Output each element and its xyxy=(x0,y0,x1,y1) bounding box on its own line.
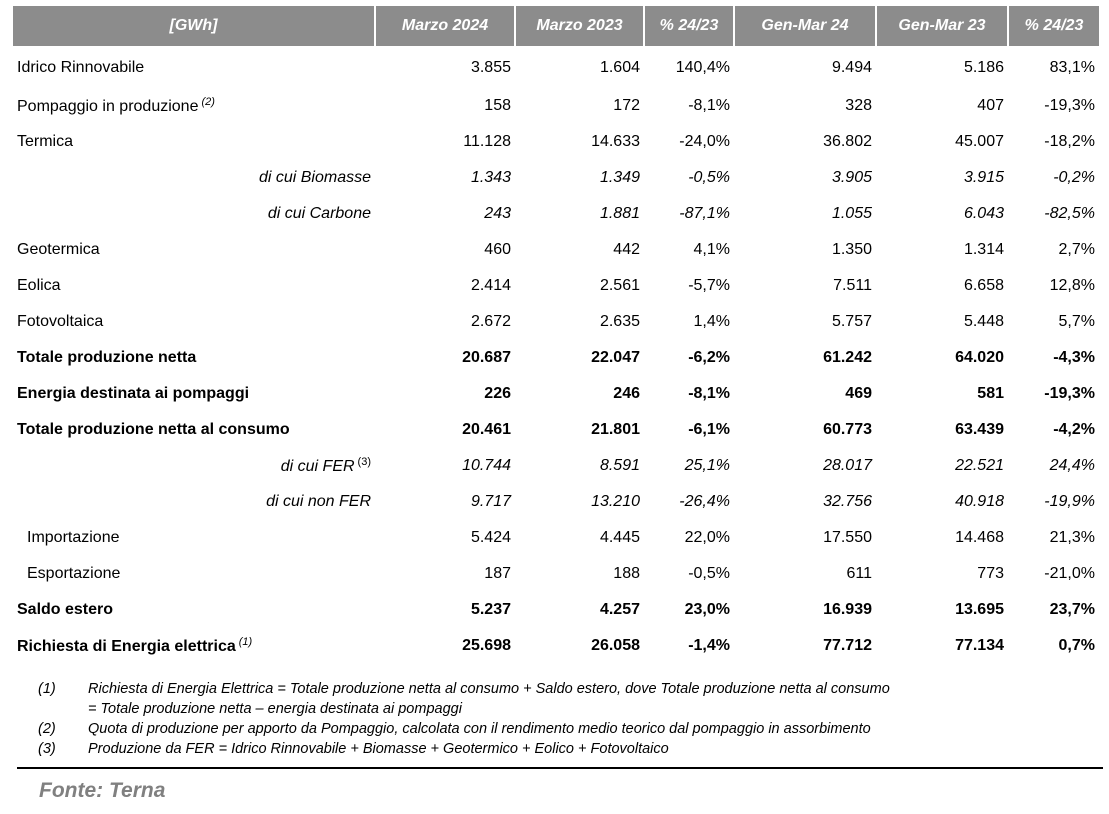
table-row xyxy=(13,448,1099,484)
footnote-line: Produzione da FER = Idrico Rinnovabile + Biomasse + Geotermico + Eolico + Fotovoltaico xyxy=(88,741,669,757)
value-cell: 442 xyxy=(613,241,640,258)
value-cell: -5,7% xyxy=(688,277,730,294)
header-jan-mar-23: Gen-Mar 23 xyxy=(876,6,1008,46)
row-label-text: di cui Biomasse xyxy=(258,169,371,186)
table-row xyxy=(13,628,1099,664)
row-label-text: di cui Carbone xyxy=(267,205,371,222)
footnote-text xyxy=(88,719,1078,739)
value-cell: 77.712 xyxy=(823,637,872,654)
table-row xyxy=(13,124,1099,160)
value-cell: 45.007 xyxy=(955,133,1004,150)
row-label xyxy=(13,88,375,124)
value-cell: 24,4% xyxy=(1049,457,1095,474)
value-cell: 188 xyxy=(613,565,640,582)
value-cell: 5.424 xyxy=(470,529,511,546)
value-cell: 1.881 xyxy=(599,205,640,222)
value-cell: 23,0% xyxy=(684,601,730,618)
value-cell: 14.633 xyxy=(591,133,640,150)
table-row xyxy=(13,340,1099,376)
value-cell: 581 xyxy=(977,385,1004,402)
value-cell: 60.773 xyxy=(823,421,872,438)
row-label-text: Termica xyxy=(17,133,74,150)
value-cell: -0,2% xyxy=(1053,169,1095,186)
footnotes xyxy=(38,679,1078,759)
row-label xyxy=(13,520,375,556)
value-cell: 187 xyxy=(484,565,511,582)
footnote-text xyxy=(88,679,1078,719)
footnote-ref: (3) xyxy=(357,456,371,468)
row-label xyxy=(13,268,375,304)
row-label xyxy=(13,340,375,376)
row-label xyxy=(13,46,375,88)
table-header-row xyxy=(13,6,1099,46)
value-cell: 4.257 xyxy=(599,601,640,618)
table-row xyxy=(13,484,1099,520)
row-label xyxy=(13,160,375,196)
table-row xyxy=(13,268,1099,304)
value-cell: 2.561 xyxy=(599,277,640,294)
value-cell: 64.020 xyxy=(955,349,1004,366)
row-label xyxy=(13,628,375,664)
row-label-text: Pompaggio in produzione xyxy=(17,98,199,115)
value-cell: 36.802 xyxy=(823,133,872,150)
value-cell: -26,4% xyxy=(679,493,730,510)
row-label xyxy=(13,592,375,628)
value-cell: -4,3% xyxy=(1053,349,1095,366)
value-cell: 0,7% xyxy=(1058,637,1095,654)
value-cell: -24,0% xyxy=(679,133,730,150)
value-cell: 13.695 xyxy=(955,601,1004,618)
row-label-text: Saldo estero xyxy=(17,601,114,618)
value-cell: 12,8% xyxy=(1049,277,1095,294)
row-label-text: Totale produzione netta xyxy=(17,349,197,366)
value-cell: 773 xyxy=(977,565,1004,582)
value-cell: 2.414 xyxy=(470,277,511,294)
row-label xyxy=(13,484,375,520)
value-cell: 83,1% xyxy=(1049,59,1095,76)
value-cell: 158 xyxy=(484,97,511,114)
row-label xyxy=(13,304,375,340)
value-cell: 14.468 xyxy=(955,529,1004,546)
row-label xyxy=(13,196,375,232)
footnote-index: (2) xyxy=(38,721,56,737)
value-cell: 1.350 xyxy=(831,241,872,258)
value-cell: 5.186 xyxy=(963,59,1004,76)
value-cell: 407 xyxy=(977,97,1004,114)
value-cell: 1.314 xyxy=(963,241,1004,258)
value-cell: 63.439 xyxy=(955,421,1004,438)
table-row xyxy=(13,160,1099,196)
value-cell: -0,5% xyxy=(688,169,730,186)
value-cell: -4,2% xyxy=(1053,421,1095,438)
table-row xyxy=(13,88,1099,124)
value-cell: 7.511 xyxy=(833,277,872,294)
footnote-line: Richiesta di Energia Elettrica = Totale produzione netta al consumo + Saldo estero, dove Totale produzione netta al consumo xyxy=(88,681,890,697)
value-cell: -19,3% xyxy=(1044,97,1095,114)
table-row xyxy=(13,556,1099,592)
header-march-2023: Marzo 2023 xyxy=(515,6,644,46)
table-row xyxy=(13,520,1099,556)
value-cell: 16.939 xyxy=(823,601,872,618)
row-label-text: Totale produzione netta al consumo xyxy=(17,421,290,438)
footnote-index: (1) xyxy=(38,681,56,697)
row-label-text: Geotermica xyxy=(17,241,100,258)
value-cell: 246 xyxy=(613,385,640,402)
value-cell: 5.757 xyxy=(831,313,872,330)
value-cell: -82,5% xyxy=(1044,205,1095,222)
value-cell: 226 xyxy=(484,385,511,402)
value-cell: 22.521 xyxy=(955,457,1004,474)
value-cell: 2,7% xyxy=(1058,241,1095,258)
row-label xyxy=(13,412,375,448)
value-cell: 21.801 xyxy=(591,421,640,438)
row-label xyxy=(13,232,375,268)
header-pct-month: % 24/23 xyxy=(644,6,734,46)
footnote xyxy=(38,739,1078,759)
value-cell: -6,1% xyxy=(688,421,730,438)
value-cell: 4.445 xyxy=(599,529,640,546)
footnote-index: (3) xyxy=(38,741,56,757)
value-cell: -8,1% xyxy=(688,385,730,402)
row-label-text: di cui non FER xyxy=(266,493,371,510)
footnote-ref: (2) xyxy=(201,96,215,108)
value-cell: 172 xyxy=(613,97,640,114)
footnote-line: Quota di produzione per apporto da Pompaggio, calcolata con il rendimento medio teorico dal pompaggio in assorbimento xyxy=(88,721,871,737)
value-cell: 9.717 xyxy=(470,493,511,510)
row-label-text: Energia destinata ai pompaggi xyxy=(17,385,250,402)
value-cell: 1.055 xyxy=(831,205,872,222)
value-cell: 11.128 xyxy=(463,133,511,150)
table-row xyxy=(13,376,1099,412)
header-jan-mar-24: Gen-Mar 24 xyxy=(734,6,876,46)
value-cell: 6.043 xyxy=(963,205,1004,222)
value-cell: 2.635 xyxy=(599,313,640,330)
value-cell: 22,0% xyxy=(684,529,730,546)
table-row xyxy=(13,196,1099,232)
footnote-ref: (1) xyxy=(238,636,253,648)
row-label-text: Richiesta di Energia elettrica xyxy=(17,638,236,655)
table-row xyxy=(13,412,1099,448)
value-cell: 5.448 xyxy=(963,313,1004,330)
value-cell: 2.672 xyxy=(470,313,511,330)
value-cell: 9.494 xyxy=(831,59,872,76)
footnote-text xyxy=(88,739,1078,759)
table-row xyxy=(13,232,1099,268)
value-cell: 1,4% xyxy=(693,313,730,330)
row-label xyxy=(13,448,375,484)
value-cell: 140,4% xyxy=(675,59,730,76)
table-row xyxy=(13,304,1099,340)
row-label xyxy=(13,376,375,412)
value-cell: -0,5% xyxy=(688,565,730,582)
source-label: Fonte: Terna xyxy=(39,779,166,802)
header-march-2024: Marzo 2024 xyxy=(375,6,515,46)
value-cell: -19,3% xyxy=(1044,385,1095,402)
value-cell: 21,3% xyxy=(1049,529,1095,546)
value-cell: 1.343 xyxy=(470,169,511,186)
value-cell: 10.744 xyxy=(462,457,511,474)
value-cell: 32.756 xyxy=(823,493,872,510)
energy-balance-table xyxy=(13,6,1099,664)
header-unit: [GWh] xyxy=(13,6,375,46)
value-cell: 20.687 xyxy=(462,349,511,366)
value-cell: 13.210 xyxy=(591,493,640,510)
value-cell: 28.017 xyxy=(823,457,872,474)
value-cell: 1.349 xyxy=(599,169,640,186)
value-cell: 77.134 xyxy=(955,637,1004,654)
value-cell: -21,0% xyxy=(1044,565,1095,582)
row-label-text: Esportazione xyxy=(27,565,121,582)
footnote xyxy=(38,719,1078,739)
value-cell: 20.461 xyxy=(462,421,511,438)
row-label xyxy=(13,124,375,160)
value-cell: -87,1% xyxy=(679,205,730,222)
value-cell: 3.855 xyxy=(470,59,511,76)
row-label-text: Eolica xyxy=(17,277,61,294)
value-cell: 328 xyxy=(845,97,872,114)
table-row xyxy=(13,46,1099,88)
value-cell: 611 xyxy=(846,565,872,582)
value-cell: 1.604 xyxy=(599,59,640,76)
value-cell: 61.242 xyxy=(823,349,872,366)
value-cell: 3.905 xyxy=(831,169,872,186)
value-cell: 5.237 xyxy=(470,601,511,618)
divider xyxy=(17,767,1103,769)
value-cell: 40.918 xyxy=(955,493,1004,510)
value-cell: 4,1% xyxy=(693,241,730,258)
row-label xyxy=(13,556,375,592)
table-row xyxy=(13,592,1099,628)
value-cell: -1,4% xyxy=(688,637,730,654)
value-cell: 5,7% xyxy=(1058,313,1095,330)
value-cell: 23,7% xyxy=(1049,601,1095,618)
value-cell: -19,9% xyxy=(1044,493,1095,510)
footnote-line: = Totale produzione netta – energia destinata ai pompaggi xyxy=(88,701,462,717)
header-pct-ytd: % 24/23 xyxy=(1008,6,1099,46)
value-cell: 243 xyxy=(484,205,511,222)
footnote xyxy=(38,679,1078,719)
value-cell: 6.658 xyxy=(963,277,1004,294)
value-cell: 8.591 xyxy=(599,457,640,474)
value-cell: -6,2% xyxy=(688,349,730,366)
value-cell: 3.915 xyxy=(963,169,1004,186)
value-cell: 25.698 xyxy=(462,637,511,654)
value-cell: 460 xyxy=(484,241,511,258)
value-cell: 22.047 xyxy=(591,349,640,366)
value-cell: 25,1% xyxy=(684,457,730,474)
row-label-text: di cui FER xyxy=(280,458,355,475)
value-cell: -18,2% xyxy=(1044,133,1095,150)
value-cell: -8,1% xyxy=(688,97,730,114)
row-label-text: Idrico Rinnovabile xyxy=(17,59,145,76)
value-cell: 26.058 xyxy=(591,637,640,654)
value-cell: 17.550 xyxy=(823,529,872,546)
row-label-text: Fotovoltaica xyxy=(17,313,104,330)
row-label-text: Importazione xyxy=(27,529,120,546)
value-cell: 469 xyxy=(845,385,872,402)
